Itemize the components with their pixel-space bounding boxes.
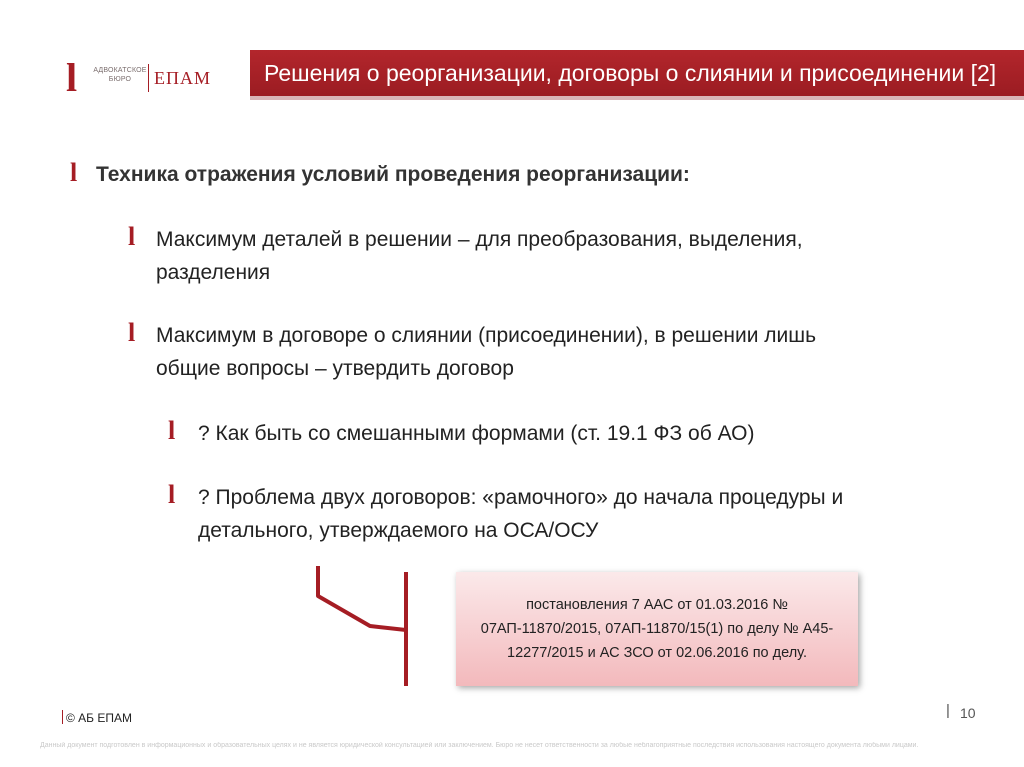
sub-item2-line1: ? Проблема двух договоров: «рамочного» до начала процедуры и [198,486,844,509]
bullet-icon: l [128,318,136,347]
bullet-icon: l [168,416,176,445]
brace-connector [300,560,420,692]
bullet-icon: l [128,222,136,251]
item2-line1: Максимум в договоре о слиянии (присоединении), в решении лишь [156,324,817,347]
logo-name: ЕПАМ [154,68,211,88]
sub-item2-line2: детального, утверждаемого на ОСА/ОСУ [198,519,599,542]
title-shadow [250,96,1024,100]
page-separator: | [946,702,950,719]
footer-disclaimer: Данный документ подготовлен в информационных и образовательных целях и не является юридической консультацией или заключением. Бюро не несет ответственности за любые неблагоприятные последствия использования настоящего документа любыми лицами. [40,742,919,749]
content-heading: Техника отражения условий проведения реорганизации: [96,163,690,186]
item1-line2: разделения [156,261,271,284]
case-reference-callout [456,572,858,686]
callout-text: постановления 7 ААС от 01.03.2016 № 07АП-11870/2015, 07АП-11870/15(1) по делу № А45-12277/2015 и АС ЗСО от 02.06.2016 по делу. [480,597,834,661]
logo-subtitle: АДВОКАТСКОЕ БЮРО [93,67,147,83]
footer-tick [62,710,63,724]
slide-title: Решения о реорганизации, договоры о слиянии и присоединении [2] [250,50,1024,96]
company-logo [66,55,216,100]
footer-copyright: © АБ ЕПАМ [66,711,133,725]
bullet-icon: l [70,158,78,187]
bullet-icon: l [168,480,176,509]
item1-line1: Максимум деталей в решении – для преобразования, выделения, [156,228,803,251]
logo-divider [148,64,149,92]
page-number: 10 [960,705,976,721]
sub-item1: ? Как быть со смешанными формами (ст. 19.1 ФЗ об АО) [198,422,755,445]
item2-line2: общие вопросы – утвердить договор [156,357,514,380]
logo-mark: l [66,55,78,100]
